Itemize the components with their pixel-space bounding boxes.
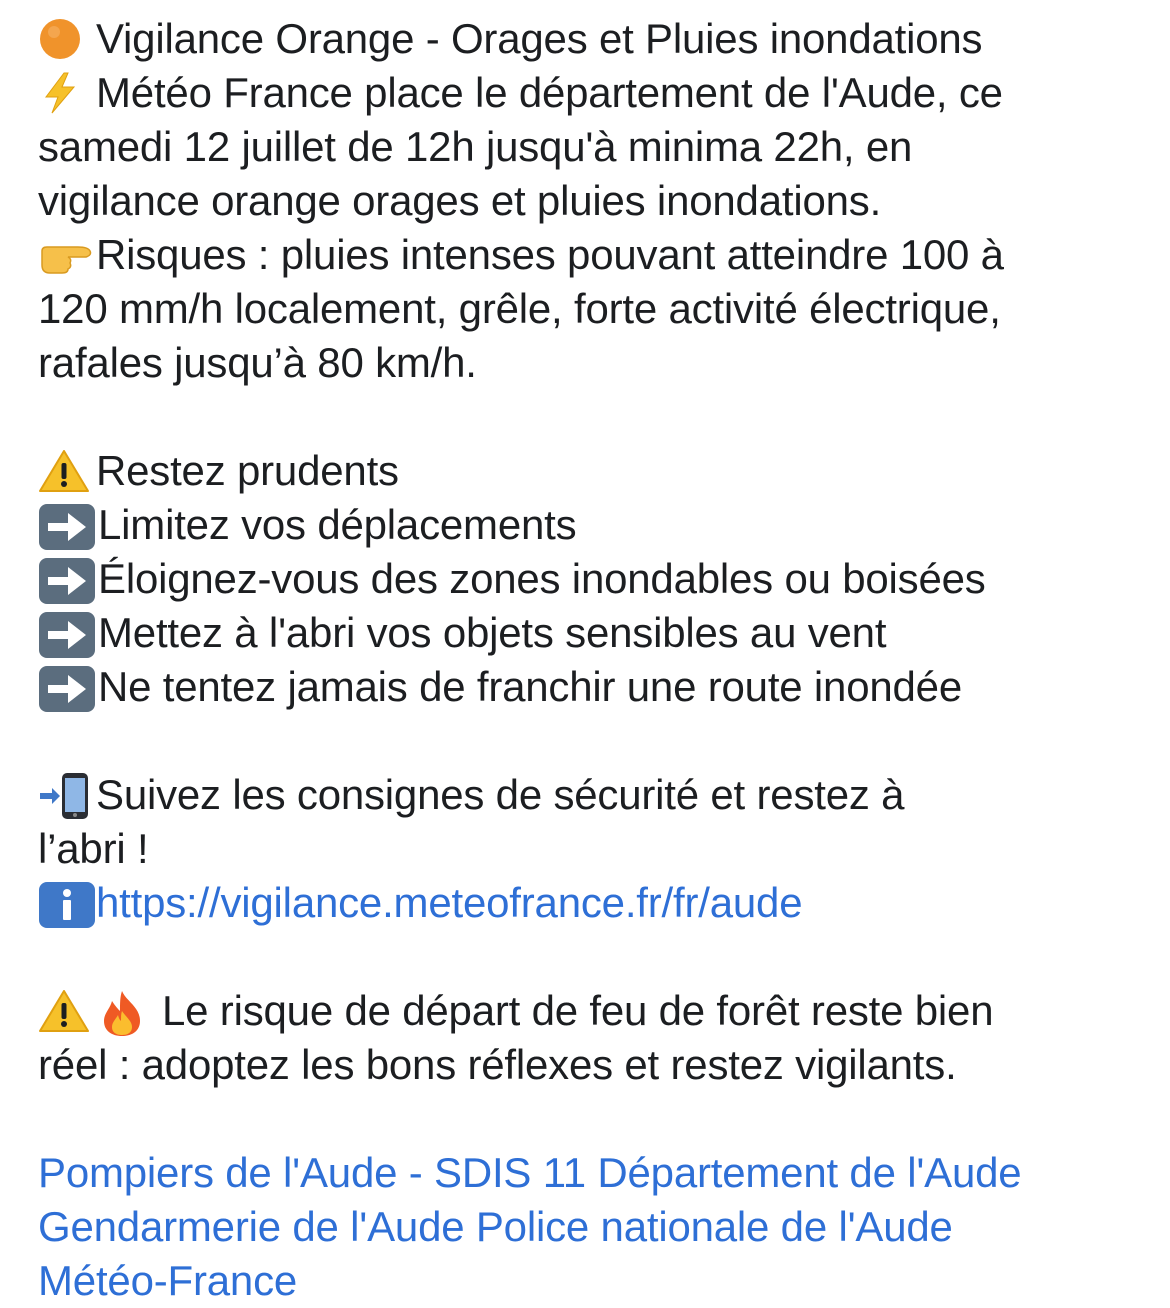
fire-icon (96, 989, 162, 1031)
advice-line-2 (38, 552, 1133, 606)
right-arrow-icon (38, 611, 98, 653)
headline-line (38, 12, 1133, 66)
pointing-hand-icon (38, 233, 96, 275)
information-icon (38, 881, 96, 923)
spacer (38, 390, 1133, 444)
advice-text-2: Éloignez-vous des zones inondables ou boisées (98, 555, 986, 602)
risks-line-1 (38, 228, 1133, 282)
fire-line-1 (38, 984, 1133, 1038)
orange-circle-icon (38, 17, 96, 59)
follow-text-1: Suivez les consignes de sécurité et restez à (96, 771, 905, 818)
intro-text-1: Météo France place le département de l'Aude, ce (96, 69, 1003, 116)
vigilance-link[interactable]: https://vigilance.meteofrance.fr/fr/aude (96, 879, 803, 926)
risks-text-1: Risques : pluies intenses pouvant atteindre 100 à (96, 231, 1004, 278)
tag-line-3[interactable]: Météo-France (38, 1257, 298, 1304)
post-body (38, 12, 1133, 1308)
tag-line-1[interactable]: Pompiers de l'Aude - SDIS 11 Département de l'Aude (38, 1149, 1022, 1196)
fire-text-1: Le risque de départ de feu de forêt reste bien (162, 987, 994, 1034)
follow-text-2: l’abri ! (38, 825, 149, 872)
follow-line-1 (38, 768, 1133, 822)
prudence-text: Restez prudents (96, 447, 399, 494)
spacer (38, 930, 1133, 984)
risks-text-3: rafales jusqu’à 80 km/h. (38, 339, 477, 386)
risks-text-2: 120 mm/h localement, grêle, forte activité électrique, (38, 285, 1001, 332)
phone-arrow-icon (38, 773, 96, 815)
fire-text-2: réel : adoptez les bons réflexes et restez vigilants. (38, 1041, 957, 1088)
advice-text-1: Limitez vos déplacements (98, 501, 577, 548)
right-arrow-icon (38, 557, 98, 599)
intro-line-1 (38, 66, 1133, 120)
headline-text: Vigilance Orange - Orages et Pluies inondations (96, 15, 983, 62)
advice-line-4 (38, 660, 1133, 714)
lightning-icon (38, 71, 96, 113)
right-arrow-icon (38, 665, 98, 707)
spacer (38, 1092, 1133, 1146)
link-line (38, 876, 1133, 930)
prudence-line (38, 444, 1133, 498)
advice-line-1 (38, 498, 1133, 552)
tag-line-2[interactable]: Gendarmerie de l'Aude Police nationale de l'Aude (38, 1203, 953, 1250)
advice-text-3: Mettez à l'abri vos objets sensibles au vent (98, 609, 887, 656)
warning-icon (38, 989, 96, 1031)
advice-line-3 (38, 606, 1133, 660)
warning-icon (38, 449, 96, 491)
spacer (38, 714, 1133, 768)
advice-text-4: Ne tentez jamais de franchir une route inondée (98, 663, 963, 710)
intro-text-2: samedi 12 juillet de 12h jusqu'à minima 22h, en (38, 123, 913, 170)
intro-text-3: vigilance orange orages et pluies inondations. (38, 177, 882, 224)
right-arrow-icon (38, 503, 98, 545)
